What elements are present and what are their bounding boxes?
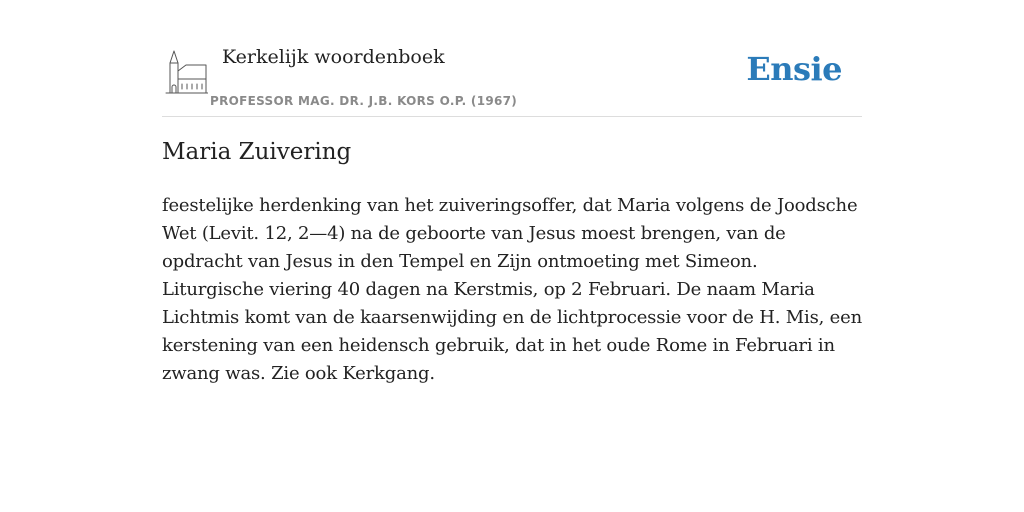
entry-title: Maria Zuivering bbox=[162, 139, 352, 165]
book-title[interactable]: Kerkelijk woordenboek bbox=[222, 46, 445, 68]
brand-logo[interactable]: Ensie bbox=[746, 50, 842, 88]
church-icon bbox=[164, 49, 208, 95]
entry-body: feestelijke herdenking van het zuiveringsoffer, dat Maria volgens de Joodsche Wet (Levit. 12, 2—4) na de geboorte van Jesus moest brengen, van de opdracht van Jesus in den Tempel en Zijn ontmoeting met Simeon. Liturgische viering 40 dagen na Kerstmis, op 2 Februari. De naam Maria Lichtmis komt van de kaarsenwijding en de lichtprocessie voor de H. Mis, een kerstening van een heidensch gebruik, dat in het oude Rome in Februari in zwang was. Zie ook Kerkgang. bbox=[162, 195, 862, 384]
header bbox=[162, 40, 862, 117]
book-author: PROFESSOR MAG. DR. J.B. KORS O.P. (1967) bbox=[210, 94, 518, 108]
